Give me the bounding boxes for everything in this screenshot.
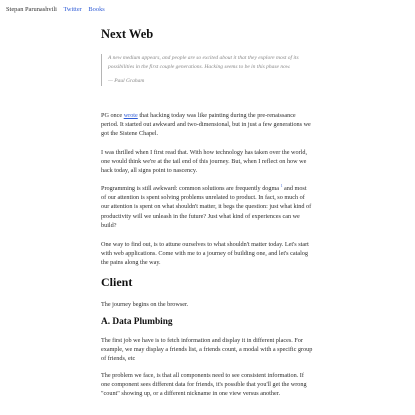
- top-nav: [6, 6, 110, 14]
- books-link[interactable]: Books: [88, 6, 105, 13]
- paragraph-thrilled: I was thrilled when I first read that. With how technology has taken over the world, one would think we're at the tail end of this journey. But, when I reflect on how we hack today, all signs point to nascency.: [101, 149, 308, 175]
- paragraph-journey: The journey begins on the browser.: [101, 301, 189, 308]
- section-heading-data-plumbing: A. Data Plumbing: [101, 317, 173, 327]
- quote-attribution: — Paul Graham: [108, 78, 145, 85]
- page-title: Next Web: [101, 27, 154, 41]
- wrote-link[interactable]: wrote: [123, 112, 138, 119]
- paragraph-programming: [101, 184, 313, 230]
- paragraph-programming-start: Programming is still awkward: common solutions are frequently dogma: [101, 185, 281, 192]
- paragraph-find-out: One way to find out, is to attune ourselves to what shouldn't matter today. Let's start with web applications. Come with me to a journey of building one, and let's catalog the pains along the way.: [101, 241, 309, 267]
- twitter-link[interactable]: Twitter: [63, 6, 82, 13]
- epigraph-quote: [101, 54, 313, 86]
- paragraph-programming-end: and most of our attention is spent solving problems unrelated to product. In fact, so much of our attention is spent on what shouldn't matter, it begs the question: just what kind of productivity will we unleash in the future? Just what kind of experiences can we build?: [101, 185, 312, 229]
- quote-text: A new medium appears, and people are so excited about it that they explore most of its possibilities in the first couple generations. Hacking seems to be in this phase now.: [108, 55, 299, 70]
- paragraph-intro-end: that hacking today was like painting during the pre-renaissance period. It started out awkward and two-dimensional, but in just a few generations we got the Sistene Chapel.: [101, 112, 311, 138]
- paragraph-first-job: The first job we have is to fetch information and display it in different places. For example, we may display a friends list, a friends count, a modal with a specific group of friends, etc: [101, 337, 313, 363]
- site-author-link[interactable]: Stepan Parunashvili: [6, 6, 57, 13]
- paragraph-problem: The problem we face, is that all components need to see consistent information. If one component sees different data for friends, it's possible that you'll get the wrong "count" showing up, or a different nickname in one view versus another.: [101, 372, 307, 398]
- footnote-link[interactable]: 1: [280, 183, 283, 188]
- paragraph-intro-start: PG once: [101, 112, 124, 119]
- section-heading-client: Client: [101, 275, 133, 289]
- paragraph-intro: [101, 111, 313, 139]
